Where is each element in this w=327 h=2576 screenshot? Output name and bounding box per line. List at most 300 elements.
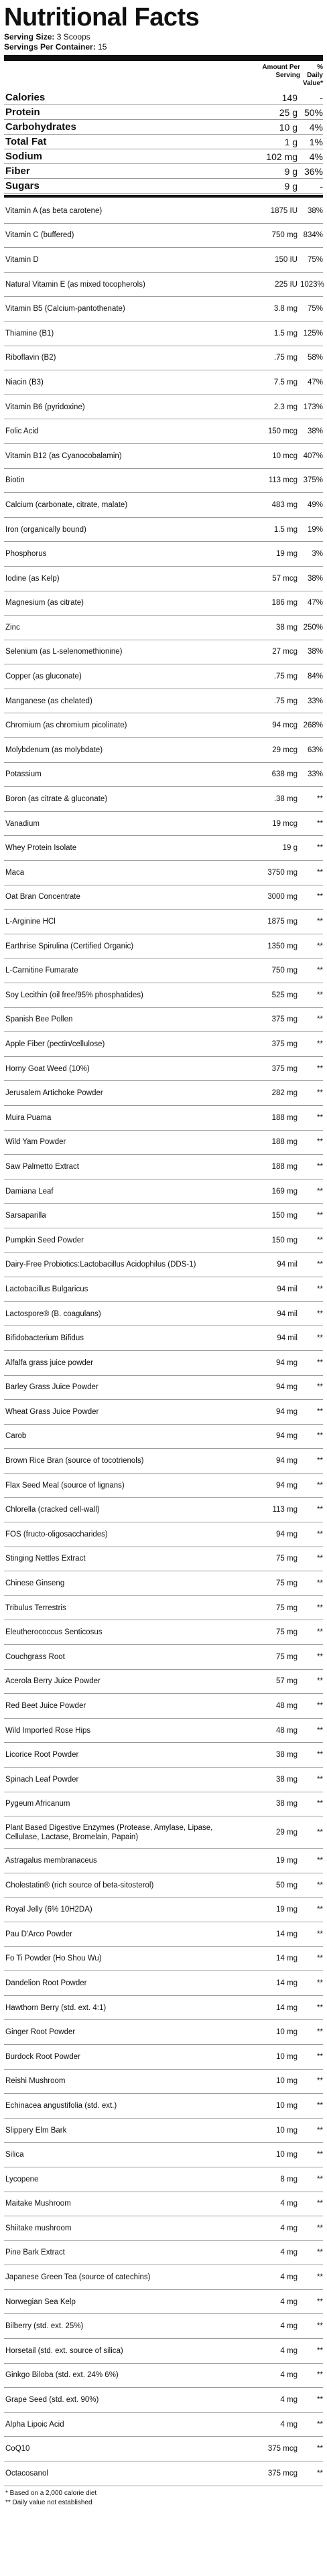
nutrient-amount: 3750 mg [267, 868, 298, 877]
nutrient-name: Manganese (as chelated) [5, 697, 92, 705]
servings-per-container [4, 42, 323, 52]
nutrient-amount: 50 mg [276, 1881, 298, 1889]
nutrient-amount: 4 mg [280, 2273, 298, 2282]
nutrient-daily-value: ** [317, 1979, 323, 1987]
nutrient-name: Calcium (carbonate, citrate, malate) [5, 500, 128, 509]
major-nutrient-list [4, 90, 323, 194]
servings-per-container-label: Servings Per Container: [4, 42, 96, 52]
nutrient-name: Ginkgo Biloba (std. ext. 24% 6%) [5, 2371, 119, 2380]
nutrient-row [4, 861, 323, 885]
nutrient-row [4, 689, 323, 714]
nutrient-name: Sarsaparilla [5, 1212, 46, 1220]
nutrient-name: Royal Jelly (6% 10H2DA) [5, 1906, 92, 1914]
nutrient-daily-value: 173% [303, 403, 323, 411]
nutrient-amount: 94 mg [276, 1358, 298, 1367]
nutrient-amount: 150 mg [271, 1236, 298, 1244]
nutrient-amount: 38 mg [276, 623, 298, 632]
nutrient-name: Pumpkin Seed Powder [5, 1236, 84, 1244]
nutrient-daily-value: ** [317, 2224, 323, 2232]
nutrient-amount: 94 mcg [272, 721, 298, 730]
nutrient-name: Tribulus Terrestris [5, 1603, 66, 1612]
nutrient-amount: 14 mg [276, 1930, 298, 1938]
nutrient-daily-value: ** [317, 1261, 323, 1269]
nutrient-daily-value: - [320, 92, 323, 103]
nutrient-name: Lactospore® (B. coagulans) [5, 1309, 101, 1318]
nutrient-name: Carob [5, 1432, 27, 1441]
nutrient-amount: 150 mcg [267, 427, 298, 436]
nutrient-amount: 10 g [279, 121, 298, 133]
nutrient-name: Lactobacillus Bulgaricus [5, 1285, 88, 1293]
nutrient-daily-value: ** [317, 795, 323, 804]
nutrient-amount: 75 mg [276, 1555, 298, 1563]
nutrient-daily-value: ** [317, 844, 323, 853]
nutrient-amount: 27 mcg [272, 648, 298, 656]
column-headers [4, 62, 323, 90]
nutrient-daily-value: ** [317, 1138, 323, 1147]
nutrient-daily-value: 3% [312, 550, 323, 559]
nutrient-row [4, 2070, 323, 2094]
nutrient-row [4, 370, 323, 395]
nutrient-row [4, 2167, 323, 2192]
nutrient-amount: 19 g [282, 844, 298, 853]
nutrient-name: Oat Bran Concentrate [5, 893, 80, 902]
nutrient-name: Chlorella (cracked cell-wall) [5, 1506, 100, 1514]
nutrient-name: Pau D'Arco Powder [5, 1930, 72, 1938]
nutrient-row [4, 934, 323, 959]
nutrient-daily-value: ** [317, 1040, 323, 1048]
nutrient-name: Eleutherococcus Senticosus [5, 1628, 103, 1637]
nutrient-row [4, 567, 323, 591]
nutrient-daily-value: ** [317, 2469, 323, 2478]
nutrient-amount: 94 mg [276, 1457, 298, 1465]
nutrient-daily-value: - [320, 180, 323, 192]
nutrient-row [4, 2241, 323, 2266]
nutrient-daily-value: 75% [307, 305, 323, 313]
nutrient-amount: 1350 mg [267, 942, 298, 950]
nutrient-row [4, 248, 323, 273]
nutrient-name: Vitamin A (as beta carotene) [5, 206, 103, 215]
nutrient-amount: 4 mg [280, 2200, 298, 2208]
serving-size-value: 3 Scoops [56, 32, 90, 42]
nutrient-name: Maca [5, 868, 25, 877]
major-nutrient-row [4, 149, 323, 164]
nutrient-row [4, 2413, 323, 2437]
nutrient-row [4, 1768, 323, 1792]
nutrient-row [4, 2265, 323, 2290]
nutrient-daily-value: ** [317, 1579, 323, 1588]
nutrient-daily-value: ** [317, 1457, 323, 1465]
nutrient-name: Jerusalem Artichoke Powder [5, 1089, 103, 1098]
nutrient-name: Horsetail (std. ext. source of silica) [5, 2346, 123, 2355]
nutrient-row [4, 1873, 323, 1898]
nutrient-amount: 750 mg [271, 231, 298, 240]
nutrient-row [4, 1620, 323, 1645]
nutrient-name: Vitamin B5 (Calcium-pantothenate) [5, 305, 125, 313]
nutrient-daily-value: ** [317, 2445, 323, 2453]
nutrient-daily-value: ** [317, 1751, 323, 1760]
nutrient-name: Phosphorus [5, 550, 47, 559]
nutrient-name: Damiana Leaf [5, 1187, 54, 1196]
divider-medium [4, 195, 323, 198]
nutrient-amount: 94 mg [276, 1432, 298, 1441]
nutrient-daily-value: ** [317, 1828, 323, 1837]
nutrient-row [4, 1131, 323, 1155]
nutrient-name: Soy Lecithin (oil free/95% phosphatides) [5, 991, 143, 999]
serving-size-label: Serving Size: [4, 32, 55, 42]
nutrient-daily-value: ** [317, 1212, 323, 1220]
nutrient-daily-value: 36% [304, 165, 323, 177]
nutrient-daily-value: ** [317, 1481, 323, 1490]
nutrient-row [4, 958, 323, 983]
nutrient-amount: 113 mcg [268, 476, 298, 485]
nutrient-name: Calories [5, 92, 46, 103]
nutrient-amount: 10 mg [276, 2151, 298, 2159]
nutrient-amount: 1.5 mg [273, 525, 298, 534]
nutrient-amount: 282 mg [271, 1089, 298, 1098]
nutrient-row [4, 1719, 323, 1743]
nutrient-row [4, 224, 323, 248]
nutrient-name: Pine Bark Extract [5, 2248, 65, 2257]
nutrient-row [4, 2045, 323, 2070]
nutrient-daily-value: 50% [304, 106, 323, 118]
nutrient-daily-value: ** [317, 1954, 323, 1963]
nutrient-name: Molybdenum (as molybdate) [5, 745, 103, 754]
nutrient-daily-value: 268% [303, 721, 323, 730]
major-nutrient-row [4, 135, 323, 149]
nutrient-daily-value: ** [317, 2273, 323, 2282]
nutrient-name: Wheat Grass Juice Powder [5, 1407, 99, 1416]
nutrient-amount: 29 mcg [272, 745, 298, 754]
nutrient-row [4, 1792, 323, 1817]
nutrient-name: Vitamin D [5, 255, 39, 264]
nutrient-name: Vitamin B12 (as Cyanocobalamin) [5, 451, 122, 460]
nutrient-name: Bifidobacterium Bifidus [5, 1334, 84, 1343]
nutrient-daily-value: ** [317, 1652, 323, 1661]
nutrient-name: Wild Imported Rose Hips [5, 1726, 91, 1735]
nutrient-daily-value: ** [317, 1775, 323, 1784]
amount-column-header: Amount Per Serving [262, 64, 300, 79]
nutrient-daily-value: ** [317, 2200, 323, 2208]
nutrient-daily-value: 33% [307, 697, 323, 705]
nutrient-daily-value: ** [317, 1089, 323, 1098]
nutrient-row [4, 346, 323, 371]
nutrient-daily-value: 33% [307, 770, 323, 779]
major-nutrient-row [4, 164, 323, 179]
nutrient-amount: 57 mg [276, 1677, 298, 1686]
nutrient-amount: 150 IU [275, 255, 298, 264]
nutrient-amount: 48 mg [276, 1726, 298, 1735]
nutrient-row [4, 444, 323, 469]
nutrient-name: Alfalfa grass juice powder [5, 1358, 94, 1367]
nutrient-amount: 94 mg [276, 1530, 298, 1539]
nutrient-name: Protein [5, 106, 40, 118]
nutrient-daily-value: ** [317, 1309, 323, 1318]
nutrient-row [4, 199, 323, 224]
nutrient-name: Iodine (as Kelp) [5, 574, 60, 583]
nutrient-amount: 94 mil [277, 1261, 298, 1269]
nutrient-name: Dairy-Free Probiotics:Lactobacillus Acidophilus (DDS-1) [5, 1261, 196, 1269]
nutrient-name: FOS (fructo-oligosaccharides) [5, 1530, 108, 1539]
nutrient-row [4, 836, 323, 861]
nutrient-row [4, 1425, 323, 1449]
nutrient-amount: 94 mil [277, 1309, 298, 1318]
nutrient-name: Echinacea angustifolia (std. ext.) [5, 2101, 117, 2110]
nutrient-amount: 14 mg [276, 1954, 298, 1963]
nutrient-amount: 188 mg [271, 1138, 298, 1147]
page-title: Nutritional Facts [4, 3, 200, 31]
nutrient-daily-value: ** [317, 1930, 323, 1938]
nutrient-row [4, 1571, 323, 1596]
nutrient-amount: 10 mg [276, 2126, 298, 2135]
nutrient-daily-value: ** [317, 1555, 323, 1563]
major-nutrient-row [4, 90, 323, 105]
nutrient-name: Vitamin C (buffered) [5, 231, 74, 240]
nutrient-daily-value: ** [317, 2052, 323, 2061]
nutrient-daily-value: 47% [307, 599, 323, 607]
nutrient-amount: 9 g [284, 165, 298, 177]
nutrient-daily-value: ** [317, 1702, 323, 1711]
serving-size [4, 32, 323, 42]
nutrient-name: Silica [5, 2151, 24, 2159]
nutrient-name: Maitake Mushroom [5, 2200, 71, 2208]
nutrient-row [4, 616, 323, 640]
nutrient-name: Grape Seed (std. ext. 90%) [5, 2396, 99, 2405]
nutrient-name: Thiamine (B1) [5, 329, 54, 338]
nutrient-daily-value: 407% [303, 451, 323, 460]
nutrient-row [4, 1645, 323, 1670]
nutrient-name: Folic Acid [5, 427, 39, 436]
nutrient-row [4, 1522, 323, 1547]
nutrient-daily-value: 4% [309, 121, 323, 133]
nutrient-amount: 4 mg [280, 2224, 298, 2232]
nutrient-name: Burdock Root Powder [5, 2052, 80, 2061]
nutrient-daily-value: ** [317, 2297, 323, 2306]
major-nutrient-row [4, 105, 323, 120]
nutrient-amount: 7.5 mg [273, 378, 298, 386]
nutrient-name: Vanadium [5, 819, 40, 828]
nutrient-row [4, 2143, 323, 2167]
nutrient-name: Ginger Root Powder [5, 2028, 76, 2037]
nutrient-daily-value: ** [317, 2420, 323, 2429]
footnote-not-established: ** Daily value not established [5, 2498, 92, 2506]
nutrient-daily-value: ** [317, 1628, 323, 1637]
nutrient-daily-value: ** [317, 1162, 323, 1171]
nutrient-name: Selenium (as L-selenomethionine) [5, 648, 123, 656]
nutrient-row [4, 2290, 323, 2315]
nutrient-name: Total Fat [5, 136, 47, 147]
nutrient-row [4, 2094, 323, 2119]
nutrient-amount: 10 mcg [272, 451, 298, 460]
nutrient-row [4, 2364, 323, 2388]
nutrient-daily-value: ** [317, 1187, 323, 1196]
nutrient-daily-value: 75% [307, 255, 323, 264]
nutrient-name: Copper (as gluconate) [5, 672, 82, 681]
nutrient-daily-value: ** [317, 1881, 323, 1889]
nutrient-row [4, 297, 323, 321]
nutrient-name: Natural Vitamin E (as mixed tocopherols) [5, 280, 145, 289]
nutrient-name: Zinc [5, 623, 20, 632]
nutrient-name: Hawthorn Berry (std. ext. 4:1) [5, 2003, 107, 2012]
nutrient-name: Muira Puama [5, 1113, 52, 1122]
nutrient-amount: 19 mcg [272, 819, 298, 828]
nutrient-row [4, 395, 323, 420]
nutrient-amount: 375 mcg [267, 2445, 298, 2453]
nutrient-amount: 10 mg [276, 2028, 298, 2037]
nutrient-daily-value: ** [317, 1113, 323, 1122]
nutrient-daily-value: ** [317, 918, 323, 926]
nutrient-name: Cholestatin® (rich source of beta-sitosterol) [5, 1881, 154, 1889]
nutrient-amount: 375 mcg [267, 2469, 298, 2478]
nutrient-daily-value: 38% [307, 427, 323, 436]
nutrient-daily-value: ** [317, 1383, 323, 1392]
nutrient-amount: 38 mg [276, 1800, 298, 1808]
nutrient-name: Whey Protein Isolate [5, 844, 77, 853]
nutrient-amount: 14 mg [276, 1979, 298, 1987]
nutrient-name: Brown Rice Bran (source of tocotrienols) [5, 1457, 144, 1465]
nutrient-name: Couchgrass Root [5, 1652, 65, 1661]
nutrient-name: L-Carnitine Fumarate [5, 967, 78, 975]
nutrient-amount: .38 mg [273, 795, 298, 804]
nutrient-name: Plant Based Digestive Enzymes (Protease, Amylase, Lipase, Cellulase, Lactase, Bromelain, Papain) [5, 1823, 213, 1841]
nutrient-amount: 638 mg [271, 770, 298, 779]
nutrient-row [4, 1596, 323, 1621]
nutrient-name: Licorice Root Powder [5, 1751, 79, 1760]
nutrient-amount: 19 mg [276, 1856, 298, 1865]
nutrient-row [4, 1057, 323, 1082]
nutrient-daily-value: ** [317, 2077, 323, 2086]
nutrient-row [4, 1996, 323, 2021]
nutrient-row [4, 542, 323, 567]
nutrient-daily-value: 375% [303, 476, 323, 485]
nutrient-amount: 75 mg [276, 1652, 298, 1661]
nutrient-daily-value: 4% [309, 151, 323, 162]
nutrient-row [4, 1326, 323, 1351]
nutrient-daily-value: ** [317, 1334, 323, 1343]
nutrient-name: Chinese Ginseng [5, 1579, 65, 1588]
nutrient-row [4, 910, 323, 934]
daily-value-column-header: % Daily Value* [302, 64, 323, 87]
nutrient-name: Barley Grass Juice Powder [5, 1383, 99, 1392]
nutrient-amount: 169 mg [271, 1187, 298, 1196]
nutrient-name: Bilberry (std. ext. 25%) [5, 2322, 84, 2331]
nutrient-name: Fo Ti Powder (Ho Shou Wu) [5, 1954, 102, 1963]
nutrient-name: Astragalus membranaceus [5, 1856, 97, 1865]
nutrient-daily-value: ** [317, 2175, 323, 2184]
nutrient-name: Apple Fiber (pectin/cellulose) [5, 1040, 105, 1048]
nutrient-row [4, 1743, 323, 1768]
nutrient-row [4, 419, 323, 444]
nutrient-daily-value: 84% [307, 672, 323, 681]
nutrient-daily-value: ** [317, 1407, 323, 1416]
nutrient-amount: 48 mg [276, 1702, 298, 1711]
nutrient-row [4, 469, 323, 494]
nutrient-name: Boron (as citrate & gluconate) [5, 795, 108, 804]
nutrient-row [4, 1351, 323, 1376]
nutrient-daily-value: 38% [307, 648, 323, 656]
nutrient-row [4, 1228, 323, 1253]
nutrient-amount: 1875 IU [270, 206, 298, 215]
nutrient-row [4, 2020, 323, 2045]
nutrient-name: Dandelion Root Powder [5, 1979, 87, 1987]
nutrient-name: Lycopene [5, 2175, 39, 2184]
footnotes [4, 2486, 323, 2508]
nutrient-row [4, 1277, 323, 1302]
nutrient-daily-value: ** [317, 1236, 323, 1244]
nutrient-row [4, 1547, 323, 1572]
nutrient-name: Earthrise Spirulina (Certified Organic) [5, 942, 134, 950]
nutrient-daily-value: ** [317, 1603, 323, 1612]
nutrient-row [4, 1400, 323, 1425]
nutrient-amount: 75 mg [276, 1579, 298, 1588]
nutrient-row [4, 1302, 323, 1327]
nutrient-daily-value: ** [317, 1285, 323, 1293]
nutrient-row [4, 1694, 323, 1719]
nutrient-amount: .75 mg [273, 354, 298, 362]
nutrient-amount: 102 mg [266, 151, 298, 162]
nutrient-daily-value: 19% [307, 525, 323, 534]
nutrient-amount: 10 mg [276, 2052, 298, 2061]
nutrient-amount: 75 mg [276, 1603, 298, 1612]
nutrient-name: Riboflavin (B2) [5, 354, 56, 362]
nutrient-daily-value: ** [317, 2248, 323, 2257]
nutrient-row [4, 1376, 323, 1401]
nutrient-name: Spinach Leaf Powder [5, 1775, 79, 1784]
nutrient-name: Niacin (B3) [5, 378, 44, 386]
nutrient-name: Shiitake mushroom [5, 2224, 72, 2232]
nutrient-daily-value: ** [317, 2028, 323, 2037]
nutrient-amount: 3000 mg [267, 893, 298, 902]
nutrient-name: Flax Seed Meal (source of lignans) [5, 1481, 125, 1490]
nutrient-row [4, 1155, 323, 1179]
major-nutrient-row [4, 179, 323, 194]
nutrient-amount: 4 mg [280, 2371, 298, 2380]
nutrient-daily-value: 1% [309, 136, 323, 147]
nutrient-name: Sodium [5, 151, 42, 162]
nutrient-amount: 4 mg [280, 2396, 298, 2405]
nutrient-amount: 150 mg [271, 1212, 298, 1220]
nutrient-name: Norwegian Sea Kelp [5, 2297, 76, 2306]
nutrient-row [4, 2437, 323, 2461]
nutrient-name: Pygeum Africanum [5, 1800, 70, 1808]
nutrient-daily-value: ** [317, 1358, 323, 1367]
nutrient-row [4, 493, 323, 518]
nutrient-row [4, 273, 323, 297]
nutrient-row [4, 2119, 323, 2143]
nutrient-amount: 375 mg [271, 1040, 298, 1048]
nutrient-daily-value: 38% [307, 206, 323, 215]
nutrient-amount: 4 mg [280, 2322, 298, 2331]
nutrient-amount: 9 g [284, 180, 298, 192]
nutrient-amount: 94 mil [277, 1334, 298, 1343]
nutrient-row [4, 640, 323, 665]
nutrient-amount: 4 mg [280, 2420, 298, 2429]
nutrient-amount: 94 mil [277, 1285, 298, 1293]
nutrient-row [4, 713, 323, 738]
nutrient-row [4, 1498, 323, 1522]
nutrient-row [4, 1971, 323, 1996]
nutrient-amount: 2.3 mg [273, 403, 298, 411]
nutrient-daily-value: ** [317, 991, 323, 999]
nutrient-row [4, 1253, 323, 1278]
nutrient-row [4, 1106, 323, 1131]
nutrient-daily-value: ** [317, 2396, 323, 2405]
nutrient-amount: 4 mg [280, 2297, 298, 2306]
nutrient-amount: 29 mg [276, 1828, 298, 1837]
nutrient-name: Vitamin B6 (pyridoxine) [5, 403, 85, 411]
nutrient-daily-value: ** [317, 1530, 323, 1539]
nutrient-amount: 188 mg [271, 1113, 298, 1122]
nutrient-daily-value: ** [317, 1800, 323, 1808]
